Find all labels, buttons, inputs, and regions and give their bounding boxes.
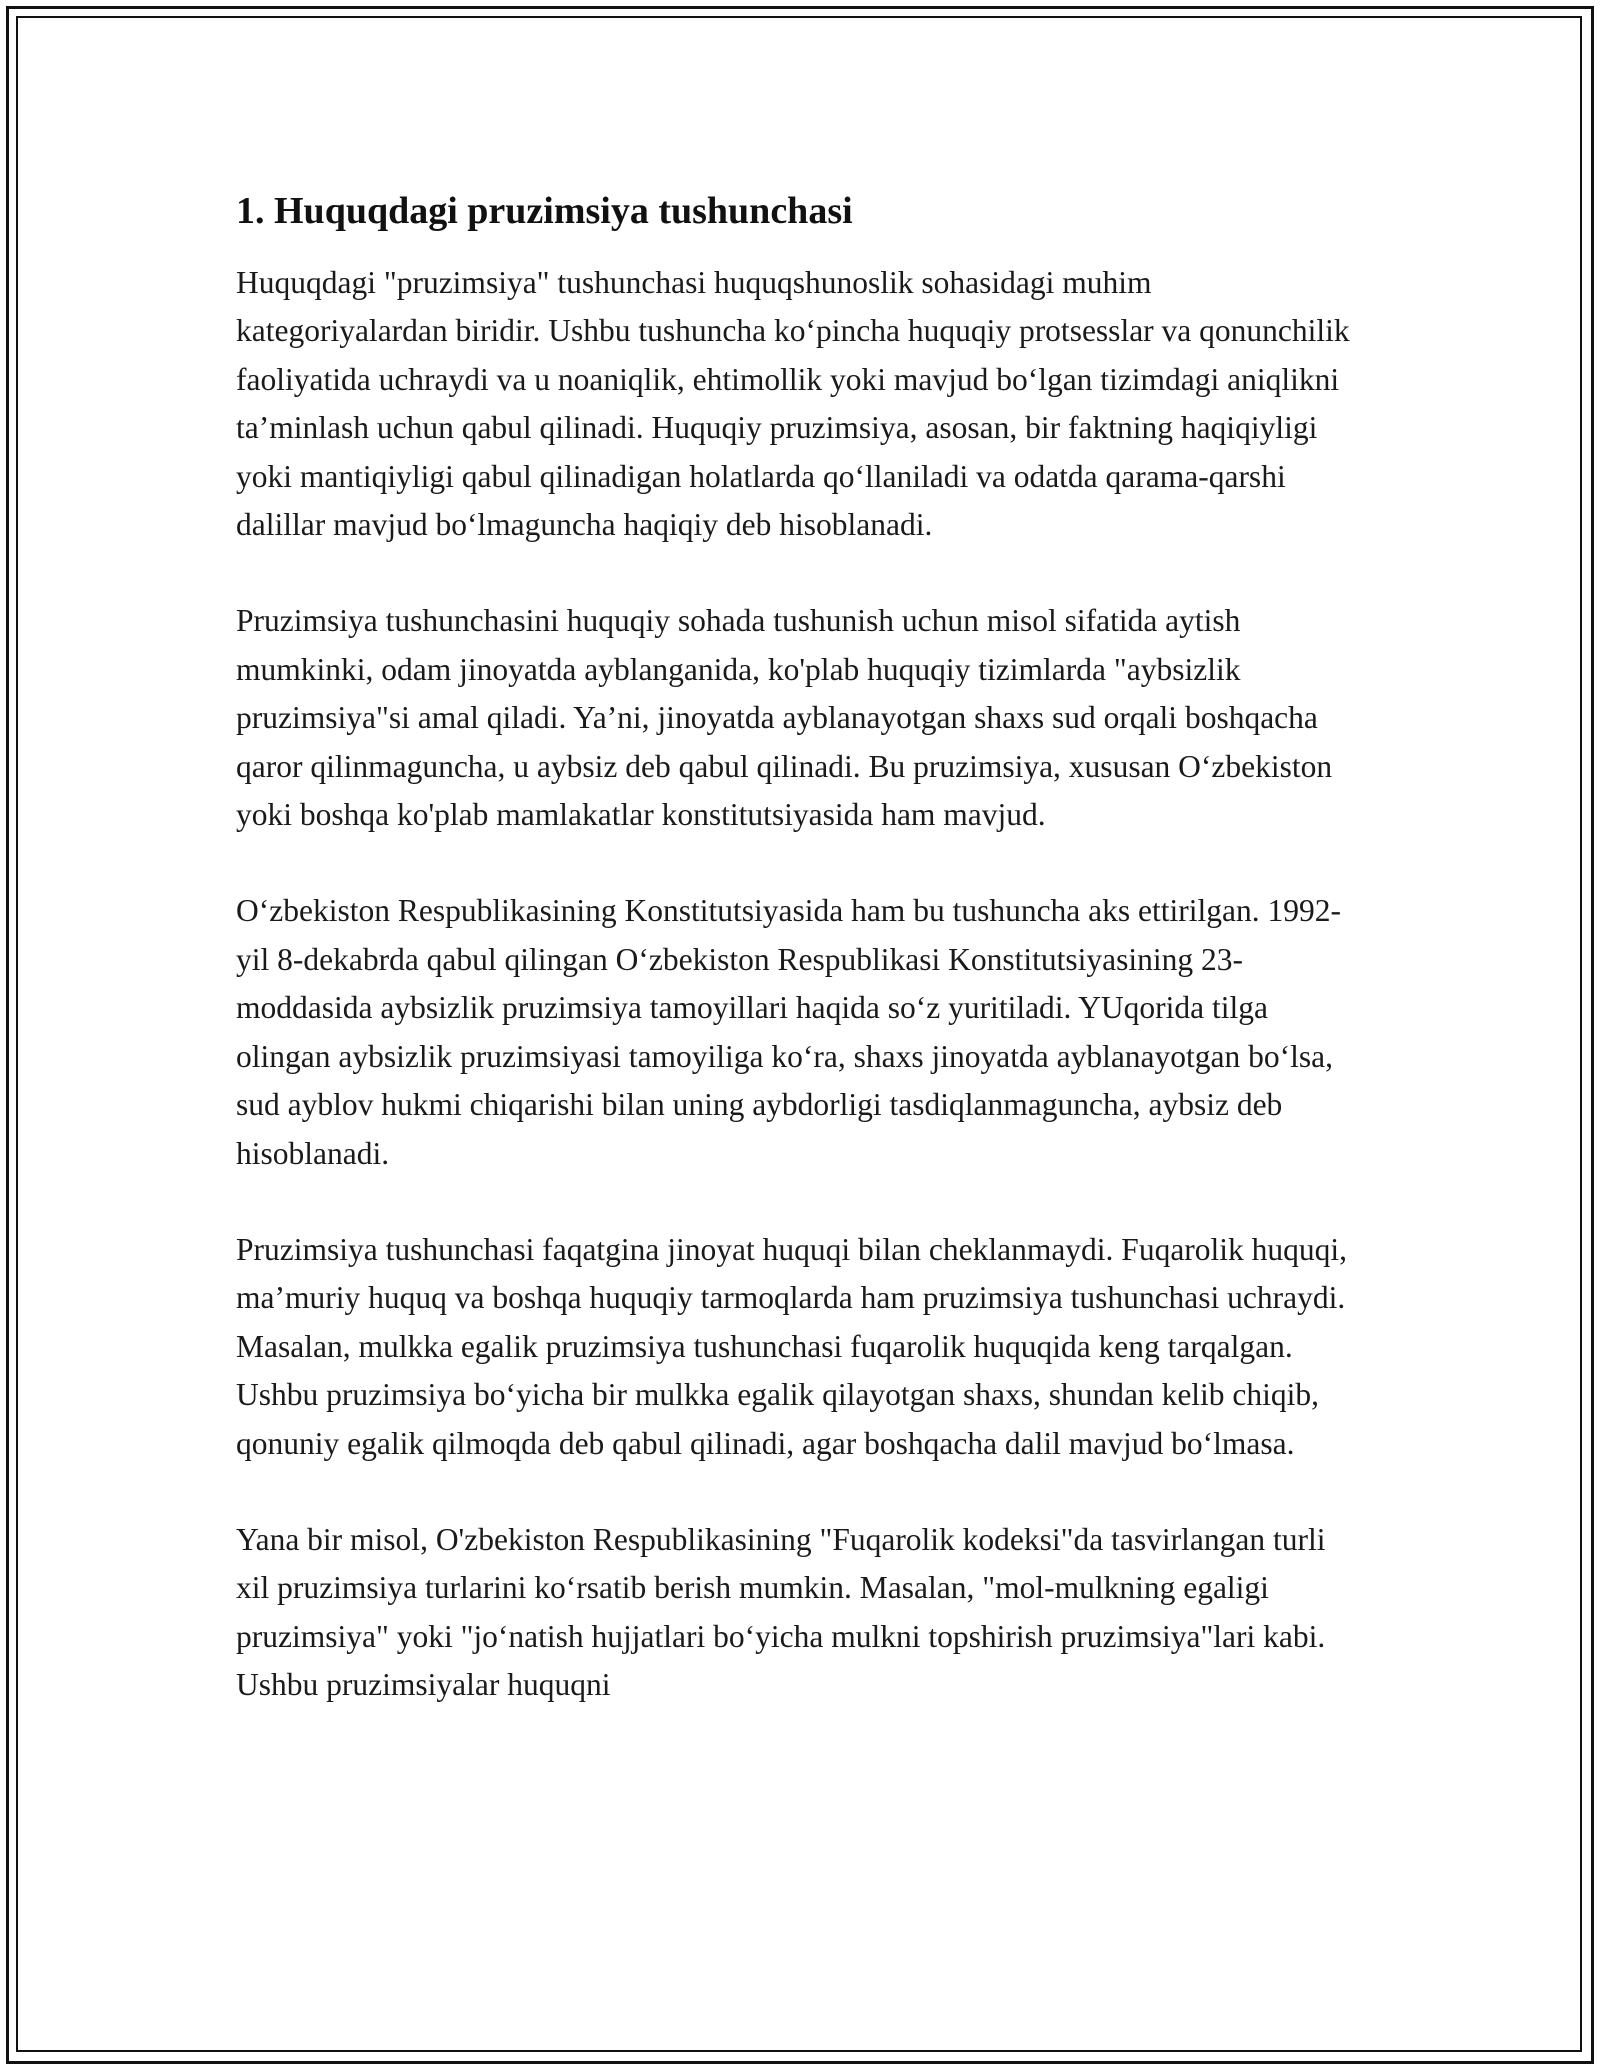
paragraph-5: Yana bir misol, O'zbekiston Respublikasining "Fuqarolik kodeksi"da tasvirlangan turli xil pruzimsiya turlarini ko‘rsatib berish mumkin. Masalan, "mol-mulkning egaligi pruzimsiya" yoki "jo‘natish hujjatlari bo‘yicha mulkni topshirish pruzimsiya"lari kabi. Ushbu pruzimsiyalar huquqni: [236, 1521, 1326, 1703]
paragraph-4: Pruzimsiya tushunchasi faqatgina jinoyat huquqi bilan cheklanmaydi. Fuqarolik huquqi, ma’muriy huquq va boshqa huquqiy tarmoqlarda ham pruzimsiya tushunchasi uchraydi. Masalan, mulkka egalik pruzimsiya tushunchasi fuqarolik huquqida keng tarqalgan. Ushbu pruzimsiya bo‘yicha bir mulkka egalik qilayotgan shaxs, shundan kelib chiqib, qonuniy egalik qilmoqda deb qabul qilinadi, agar boshqacha dalil mavjud bo‘lmasa.: [236, 1231, 1348, 1461]
paragraph-1: Huquqdagi "pruzimsiya" tushunchasi huquqshunoslik sohasidagi muhim kategoriyalardan biridir. Ushbu tushuncha ko‘pincha huquqiy protsesslar va qonunchilik faoliyatida uchraydi va u noaniqlik, ehtimollik yoki mavjud bo‘lgan tizimdagi aniqlikni ta’minlash uchun qabul qilinadi. Huquqiy pruzimsiya, asosan, bir faktning haqiqiyligi yoki mantiqiyligi qabul qilinadigan holatlarda qo‘llaniladi va odatda qarama-qarshi dalillar mavjud bo‘lmaguncha haqiqiy deb hisoblanadi.: [236, 265, 1350, 543]
document-body: [236, 185, 1366, 1758]
section-heading: 1. Huquqdagi pruzimsiya tushunchasi: [236, 190, 853, 232]
paragraph-3: O‘zbekiston Respublikasining Konstitutsiyasida ham bu tushuncha aks ettirilgan. 1992-yil 8-dekabrda qabul qilingan O‘zbekiston Respublikasi Konstitutsiyasining 23-moddasida aybsizlik pruzimsiya tamoyillari haqida so‘z yuritiladi. YUqorida tilga olingan aybsizlik pruzimsiyasi tamoyiliga ko‘ra, shaxs jinoyatda ayblanayotgan bo‘lsa, sud ayblov hukmi chiqarishi bilan uning aybdorligi tasdiqlanmaguncha, aybsiz deb hisoblanadi.: [236, 893, 1341, 1171]
paragraph-2: Pruzimsiya tushunchasini huquqiy sohada tushunish uchun misol sifatida aytish mumkinki, odam jinoyatda ayblanganida, ko'plab huquqiy tizimlarda "aybsizlik pruzimsiya"si amal qiladi. Ya’ni, jinoyatda ayblanayotgan shaxs sud orqali boshqacha qaror qilinmaguncha, u aybsiz deb qabul qilinadi. Bu pruzimsiya, xususan O‘zbekiston yoki boshqa ko'plab mamlakatlar konstitutsiyasida ham mavjud.: [236, 603, 1333, 833]
